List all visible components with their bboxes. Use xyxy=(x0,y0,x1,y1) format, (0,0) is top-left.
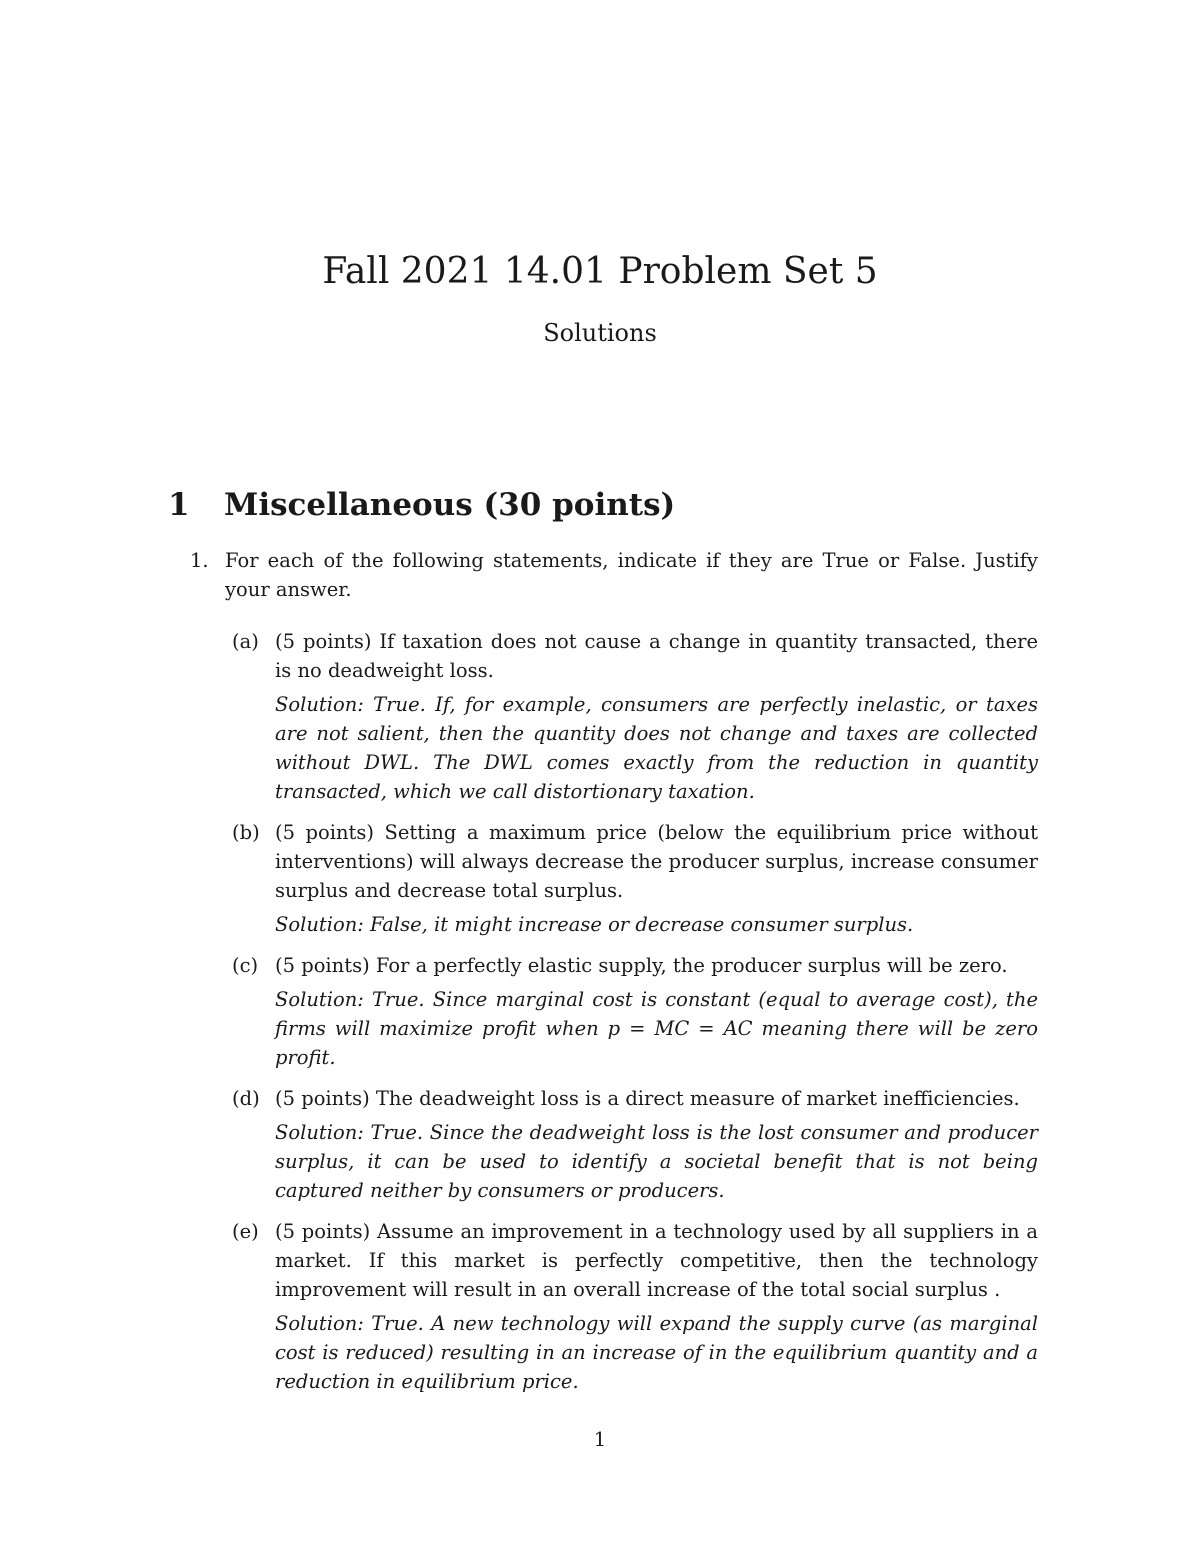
question-number: 1. xyxy=(190,549,209,572)
part-label: (a) xyxy=(232,630,259,653)
part-label: (c) xyxy=(232,954,259,977)
section-title: Miscellaneous (30 points) xyxy=(224,487,676,523)
part-question: (5 points) Assume an improvement in a technology used by all suppliers in a market. If this market is perfectly competitive, then the technology improvement will result in an overall increase of the total social surplus . xyxy=(275,1220,1038,1301)
part-label: (d) xyxy=(232,1087,260,1110)
part-body xyxy=(275,1084,1038,1205)
question-1 xyxy=(190,546,1038,1408)
document-title: Fall 2021 14.01 Problem Set 5 xyxy=(322,251,878,292)
part-solution: Solution: True. If, for example, consumers are perfectly inelastic, or taxes are not salient, then the quantity does not change and taxes are collected without DWL. The DWL comes exactly from the reduction in quantity transacted, which we call distortionary taxation. xyxy=(275,693,1038,803)
part-body xyxy=(275,951,1038,1072)
document-subtitle: Solutions xyxy=(543,319,657,347)
part-c xyxy=(232,951,1038,1072)
part-label: (b) xyxy=(232,821,260,844)
part-solution: Solution: True. Since marginal cost is constant (equal to average cost), the firms will maximize profit when p = MC = AC meaning there will be zero profit. xyxy=(275,988,1038,1069)
part-body xyxy=(275,627,1038,806)
part-body xyxy=(275,1217,1038,1396)
question-parts xyxy=(232,627,1038,1396)
part-question: (5 points) For a perfectly elastic supply, the producer surplus will be zero. xyxy=(275,954,1008,977)
part-a xyxy=(232,627,1038,806)
part-body xyxy=(275,818,1038,939)
part-label: (e) xyxy=(232,1220,259,1243)
part-solution: Solution: False, it might increase or decrease consumer surplus. xyxy=(275,913,914,936)
part-solution: Solution: True. Since the deadweight loss is the lost consumer and producer surplus, it can be used to identify a societal benefit that is not being captured neither by consumers or producers. xyxy=(275,1121,1038,1202)
part-question: (5 points) Setting a maximum price (below the equilibrium price without interventions) will always decrease the producer surplus, increase consumer surplus and decrease total surplus. xyxy=(275,821,1038,902)
part-question: (5 points) If taxation does not cause a change in quantity transacted, there is no deadweight loss. xyxy=(275,630,1038,682)
question-row xyxy=(190,546,1038,604)
section-number: 1 xyxy=(168,487,190,523)
part-solution: Solution: True. A new technology will expand the supply curve (as marginal cost is reduced) resulting in an increase of in the equilibrium quantity and a reduction in equilibrium price. xyxy=(275,1312,1038,1393)
part-question: (5 points) The deadweight loss is a direct measure of market inefficiencies. xyxy=(275,1087,1020,1110)
page-number: 1 xyxy=(593,1428,607,1451)
part-d xyxy=(232,1084,1038,1205)
section-heading xyxy=(168,484,675,526)
part-e xyxy=(232,1217,1038,1396)
question-text: For each of the following statements, indicate if they are True or False. Justify your answer. xyxy=(225,549,1038,601)
part-b xyxy=(232,818,1038,939)
